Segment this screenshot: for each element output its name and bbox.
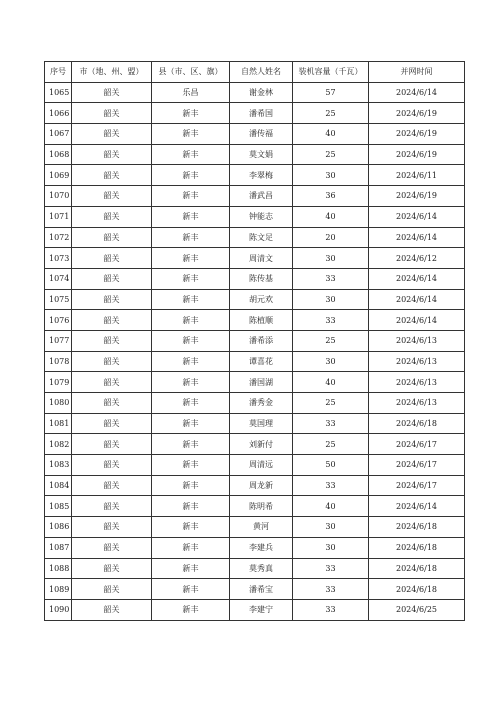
grid-connection-table — [44, 61, 465, 621]
cell-seq: 1080 — [45, 393, 72, 414]
cell-city: 韶关 — [72, 475, 152, 496]
cell-seq: 1079 — [45, 372, 72, 393]
table-row — [45, 206, 465, 227]
table-row — [45, 124, 465, 145]
cell-capacity: 30 — [293, 165, 369, 186]
cell-person-name: 周清文 — [230, 248, 293, 269]
table-row — [45, 82, 465, 103]
cell-grid-time: 2024/6/14 — [369, 310, 465, 331]
header-seq: 序号 — [45, 62, 72, 83]
cell-city: 韶关 — [72, 206, 152, 227]
cell-person-name: 周清远 — [230, 455, 293, 476]
cell-grid-time: 2024/6/17 — [369, 475, 465, 496]
cell-county: 新丰 — [152, 537, 230, 558]
cell-county: 新丰 — [152, 227, 230, 248]
cell-county: 新丰 — [152, 558, 230, 579]
cell-city: 韶关 — [72, 165, 152, 186]
cell-seq: 1078 — [45, 351, 72, 372]
cell-person-name: 黄河 — [230, 517, 293, 538]
cell-capacity: 57 — [293, 82, 369, 103]
cell-person-name: 李翠梅 — [230, 165, 293, 186]
cell-capacity: 30 — [293, 537, 369, 558]
cell-city: 韶关 — [72, 268, 152, 289]
cell-county: 新丰 — [152, 310, 230, 331]
cell-grid-time: 2024/6/17 — [369, 434, 465, 455]
cell-person-name: 刘新付 — [230, 434, 293, 455]
table-row — [45, 579, 465, 600]
cell-person-name: 谢金林 — [230, 82, 293, 103]
table-row — [45, 372, 465, 393]
cell-capacity: 25 — [293, 393, 369, 414]
cell-county: 新丰 — [152, 599, 230, 620]
cell-person-name: 谭喜花 — [230, 351, 293, 372]
cell-grid-time: 2024/6/14 — [369, 496, 465, 517]
cell-seq: 1082 — [45, 434, 72, 455]
cell-city: 韶关 — [72, 227, 152, 248]
cell-person-name: 潘希宝 — [230, 579, 293, 600]
header-grid-time: 并网时间 — [369, 62, 465, 83]
cell-county: 新丰 — [152, 475, 230, 496]
cell-person-name: 陈植顺 — [230, 310, 293, 331]
cell-seq: 1088 — [45, 558, 72, 579]
cell-county: 新丰 — [152, 413, 230, 434]
cell-seq: 1090 — [45, 599, 72, 620]
cell-person-name: 潘希国 — [230, 103, 293, 124]
cell-county: 新丰 — [152, 351, 230, 372]
cell-capacity: 33 — [293, 599, 369, 620]
cell-county: 新丰 — [152, 579, 230, 600]
cell-person-name: 钟能志 — [230, 206, 293, 227]
table-row — [45, 455, 465, 476]
cell-grid-time: 2024/6/25 — [369, 599, 465, 620]
table-row — [45, 537, 465, 558]
cell-capacity: 25 — [293, 144, 369, 165]
cell-county: 新丰 — [152, 186, 230, 207]
cell-county: 新丰 — [152, 144, 230, 165]
cell-seq: 1071 — [45, 206, 72, 227]
table-body — [45, 82, 465, 620]
cell-city: 韶关 — [72, 372, 152, 393]
cell-person-name: 莫文娟 — [230, 144, 293, 165]
cell-city: 韶关 — [72, 289, 152, 310]
cell-grid-time: 2024/6/14 — [369, 268, 465, 289]
cell-capacity: 40 — [293, 124, 369, 145]
table-row — [45, 103, 465, 124]
cell-grid-time: 2024/6/14 — [369, 206, 465, 227]
cell-city: 韶关 — [72, 413, 152, 434]
table-row — [45, 186, 465, 207]
table-row — [45, 310, 465, 331]
cell-person-name: 陈传基 — [230, 268, 293, 289]
cell-capacity: 33 — [293, 579, 369, 600]
cell-city: 韶关 — [72, 599, 152, 620]
cell-city: 韶关 — [72, 248, 152, 269]
cell-seq: 1068 — [45, 144, 72, 165]
table-row — [45, 558, 465, 579]
cell-city: 韶关 — [72, 434, 152, 455]
cell-grid-time: 2024/6/17 — [369, 455, 465, 476]
table-row — [45, 248, 465, 269]
cell-city: 韶关 — [72, 144, 152, 165]
table-row — [45, 413, 465, 434]
table-row — [45, 517, 465, 538]
header-city: 市（地、州、盟） — [72, 62, 152, 83]
cell-capacity: 40 — [293, 496, 369, 517]
table-row — [45, 599, 465, 620]
cell-capacity: 33 — [293, 268, 369, 289]
cell-city: 韶关 — [72, 579, 152, 600]
cell-capacity: 20 — [293, 227, 369, 248]
cell-county: 新丰 — [152, 124, 230, 145]
cell-county: 新丰 — [152, 330, 230, 351]
cell-grid-time: 2024/6/18 — [369, 558, 465, 579]
table-row — [45, 351, 465, 372]
cell-county: 新丰 — [152, 289, 230, 310]
cell-city: 韶关 — [72, 496, 152, 517]
table-row — [45, 165, 465, 186]
cell-county: 乐昌 — [152, 82, 230, 103]
cell-person-name: 胡元欢 — [230, 289, 293, 310]
table-row — [45, 268, 465, 289]
cell-capacity: 25 — [293, 434, 369, 455]
cell-grid-time: 2024/6/19 — [369, 103, 465, 124]
cell-grid-time: 2024/6/18 — [369, 413, 465, 434]
cell-grid-time: 2024/6/14 — [369, 227, 465, 248]
table-row — [45, 330, 465, 351]
cell-grid-time: 2024/6/11 — [369, 165, 465, 186]
cell-county: 新丰 — [152, 455, 230, 476]
cell-seq: 1086 — [45, 517, 72, 538]
cell-city: 韶关 — [72, 186, 152, 207]
cell-county: 新丰 — [152, 248, 230, 269]
cell-county: 新丰 — [152, 268, 230, 289]
cell-capacity: 30 — [293, 517, 369, 538]
cell-seq: 1075 — [45, 289, 72, 310]
header-person-name: 自然人姓名 — [230, 62, 293, 83]
table-row — [45, 227, 465, 248]
cell-city: 韶关 — [72, 82, 152, 103]
cell-seq: 1087 — [45, 537, 72, 558]
cell-person-name: 李建宁 — [230, 599, 293, 620]
cell-grid-time: 2024/6/13 — [369, 351, 465, 372]
cell-county: 新丰 — [152, 434, 230, 455]
cell-seq: 1065 — [45, 82, 72, 103]
cell-city: 韶关 — [72, 330, 152, 351]
cell-county: 新丰 — [152, 517, 230, 538]
cell-county: 新丰 — [152, 372, 230, 393]
cell-seq: 1076 — [45, 310, 72, 331]
cell-county: 新丰 — [152, 165, 230, 186]
cell-seq: 1074 — [45, 268, 72, 289]
header-capacity: 装机容量（千瓦） — [293, 62, 369, 83]
cell-seq: 1084 — [45, 475, 72, 496]
cell-capacity: 30 — [293, 289, 369, 310]
cell-grid-time: 2024/6/18 — [369, 579, 465, 600]
cell-person-name: 陈文足 — [230, 227, 293, 248]
header-county: 县（市、区、旗） — [152, 62, 230, 83]
cell-person-name: 潘武昌 — [230, 186, 293, 207]
cell-city: 韶关 — [72, 310, 152, 331]
cell-capacity: 50 — [293, 455, 369, 476]
cell-person-name: 莫秀真 — [230, 558, 293, 579]
cell-grid-time: 2024/6/18 — [369, 537, 465, 558]
cell-grid-time: 2024/6/13 — [369, 393, 465, 414]
cell-city: 韶关 — [72, 558, 152, 579]
cell-seq: 1081 — [45, 413, 72, 434]
cell-seq: 1067 — [45, 124, 72, 145]
cell-grid-time: 2024/6/13 — [369, 330, 465, 351]
cell-capacity: 30 — [293, 248, 369, 269]
cell-person-name: 周龙新 — [230, 475, 293, 496]
cell-seq: 1083 — [45, 455, 72, 476]
cell-grid-time: 2024/6/12 — [369, 248, 465, 269]
table-header-row — [45, 62, 465, 83]
table-row — [45, 496, 465, 517]
cell-county: 新丰 — [152, 496, 230, 517]
cell-seq: 1089 — [45, 579, 72, 600]
cell-capacity: 36 — [293, 186, 369, 207]
cell-capacity: 33 — [293, 310, 369, 331]
table-row — [45, 434, 465, 455]
cell-person-name: 莫国理 — [230, 413, 293, 434]
cell-capacity: 40 — [293, 372, 369, 393]
cell-capacity: 40 — [293, 206, 369, 227]
cell-city: 韶关 — [72, 124, 152, 145]
cell-city: 韶关 — [72, 455, 152, 476]
cell-grid-time: 2024/6/14 — [369, 289, 465, 310]
cell-seq: 1077 — [45, 330, 72, 351]
cell-seq: 1070 — [45, 186, 72, 207]
cell-person-name: 潘传福 — [230, 124, 293, 145]
cell-capacity: 25 — [293, 330, 369, 351]
table-row — [45, 475, 465, 496]
cell-capacity: 30 — [293, 351, 369, 372]
cell-person-name: 潘国湖 — [230, 372, 293, 393]
cell-grid-time: 2024/6/19 — [369, 124, 465, 145]
cell-capacity: 33 — [293, 475, 369, 496]
cell-seq: 1073 — [45, 248, 72, 269]
cell-city: 韶关 — [72, 537, 152, 558]
cell-city: 韶关 — [72, 351, 152, 372]
cell-person-name: 潘希添 — [230, 330, 293, 351]
cell-seq: 1072 — [45, 227, 72, 248]
cell-grid-time: 2024/6/13 — [369, 372, 465, 393]
cell-grid-time: 2024/6/19 — [369, 186, 465, 207]
cell-county: 新丰 — [152, 206, 230, 227]
table-row — [45, 393, 465, 414]
cell-seq: 1066 — [45, 103, 72, 124]
cell-capacity: 33 — [293, 558, 369, 579]
table-row — [45, 289, 465, 310]
cell-person-name: 李建兵 — [230, 537, 293, 558]
cell-city: 韶关 — [72, 517, 152, 538]
cell-county: 新丰 — [152, 393, 230, 414]
cell-person-name: 陈明希 — [230, 496, 293, 517]
cell-seq: 1069 — [45, 165, 72, 186]
cell-city: 韶关 — [72, 393, 152, 414]
table-row — [45, 144, 465, 165]
cell-grid-time: 2024/6/18 — [369, 517, 465, 538]
cell-grid-time: 2024/6/19 — [369, 144, 465, 165]
cell-grid-time: 2024/6/14 — [369, 82, 465, 103]
cell-seq: 1085 — [45, 496, 72, 517]
cell-county: 新丰 — [152, 103, 230, 124]
cell-city: 韶关 — [72, 103, 152, 124]
cell-capacity: 33 — [293, 413, 369, 434]
cell-person-name: 潘秀金 — [230, 393, 293, 414]
cell-capacity: 25 — [293, 103, 369, 124]
